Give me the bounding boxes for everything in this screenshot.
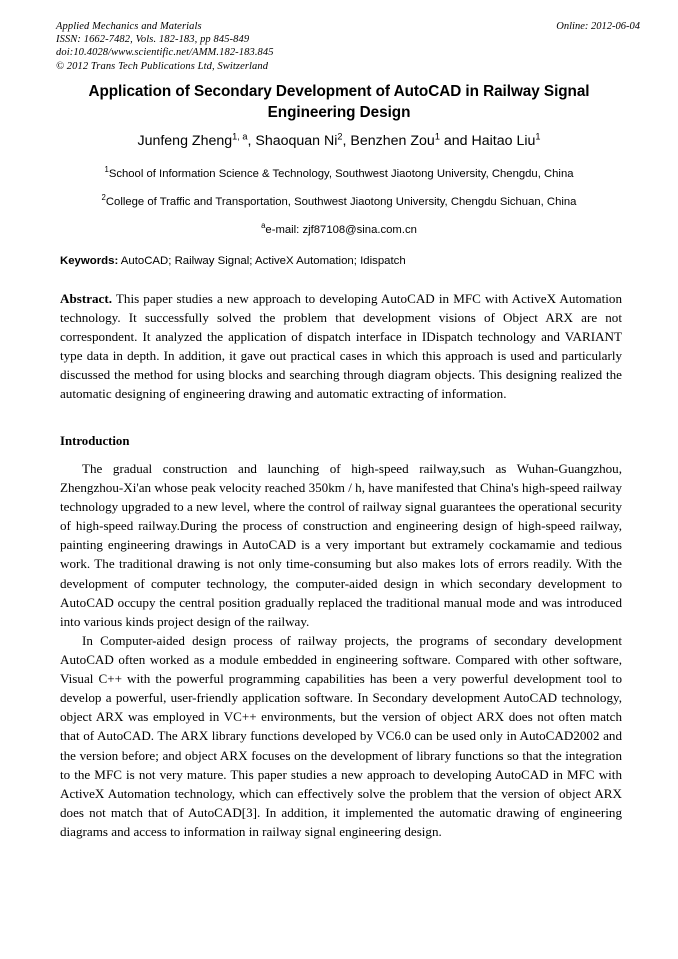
corresponding-email — [46, 223, 632, 238]
author-affiliation-mark: 2 — [337, 131, 343, 142]
journal-header — [56, 20, 640, 78]
author-name: Haitao Liu — [471, 133, 536, 149]
affiliation-text: School of Information Science & Technology, Southwest Jiaotong University, Chengdu, China — [108, 168, 574, 180]
keywords-label: Keywords: — [60, 255, 119, 267]
page-title: Application of Secondary Development of AutoCAD in Railway Signal Engineering Design — [88, 83, 590, 121]
keywords-line — [60, 254, 622, 269]
affiliation-item — [46, 195, 632, 210]
journal-copyright-line: © 2012 Trans Tech Publications Ltd, Switzerland — [56, 60, 269, 72]
affiliation-item — [46, 167, 632, 182]
keywords-value: AutoCAD; Railway Signal; ActiveX Automation; Idispatch — [118, 255, 406, 267]
affiliation-text: College of Traffic and Transportation, Southwest Jiaotong University, Chengdu Sichuan, China — [105, 196, 577, 208]
email-text: e-mail: zjf87108@sina.com.cn — [265, 224, 417, 236]
author-list: Junfeng Zheng$^{1, a}$, Shaoquan Ni$^2$, Benzhen Zou$^1$ and Haitao Liu$^1$ — [137, 131, 541, 149]
affiliation-mark: 2 — [101, 193, 106, 203]
section-paragraph: The gradual construction and launching of high-speed railway,such as Wuhan-Guangzhou, Zhengzhou-Xi'an whose peak velocity reached 350km / h, have manifested that China's high-speed railway technology upgraded to a new level, where the control of railway signal guarantees the operational security of high-speed railway.During the process of construction and engineering design of high-speed railway, painting engineering drawings in AutoCAD is a very important but extramely cockamamie and tedious work. The traditional drawing is not only time-consuming but also makes lots of errors readily. With the development of computer technology, the computer-aided design in which secondary development to AutoCAD occupy the central position gradually replaced the traditional manual mode and was introduced into various kinds project design of the railway. — [60, 461, 622, 629]
journal-name: Applied Mechanics and Materials — [56, 21, 202, 32]
affiliation-mark: 1 — [104, 165, 109, 175]
abstract-label: Abstract. — [60, 291, 112, 306]
abstract-paragraph — [60, 289, 622, 404]
author-name: Shaoquan Ni — [255, 133, 338, 149]
affiliation-block — [46, 167, 632, 238]
section-heading-introduction: Introduction — [60, 434, 130, 448]
author-name: Junfeng Zheng — [137, 133, 233, 149]
author-affiliation-mark: 1, a — [232, 131, 248, 142]
journal-identification-block — [56, 20, 274, 73]
journal-doi-line: doi:10.4028/www.scientific.net/AMM.182-183.845 — [56, 47, 274, 59]
author-affiliation-mark: 1 — [535, 131, 541, 142]
author-name: Benzhen Zou — [350, 133, 435, 149]
online-publication-date: Online: 2012-06-04 — [556, 21, 640, 32]
email-mark: a — [261, 221, 266, 231]
journal-issn-line: ISSN: 1662-7482, Vols. 182-183, pp 845-849 — [56, 34, 250, 46]
author-affiliation-mark: 1 — [434, 131, 440, 142]
section-paragraph: In Computer-aided design process of railway projects, the programs of secondary development AutoCAD often worked as a module embedded in engineering software. Compared with other software, Visual C++ with the powerful programming capabilities has been a very powerful development tool to develop a powerful, user-friendly application software. In Secondary development AutoCAD technology, object ARX was employed in VC++ environments, but the version of object ARX does not often match that of AutoCAD. The ARX library functions developed by VC6.0 can be used only in AutoCAD2002 and the version before; and object ARX focuses on the development of library functions so that the integration to the MFC is not very mature. This paper studies a new approach to developing AutoCAD in MFC with ActiveX Automation technology, which can effectively solve the problem that the version of object ARX does not match that of AutoCAD[3]. In addition, it implemented the automatic drawing of engineering diagrams and access to information in railway signal engineering design. — [60, 633, 622, 839]
abstract-text: This paper studies a new approach to developing AutoCAD in MFC with ActiveX Automation technology. It successfully solved the problem that development visions of Object ARX are not correspondent. It analyzed the application of dispatch interface in IDispatch technology and VARIANT type data in depth. In addition, it gave out practical cases in which this approach is used and particularly discussed the method for using blocks and searching through diagram objects. This designing realized the automatic designing of engineering drawing and automatic extracting of information. — [60, 291, 622, 402]
